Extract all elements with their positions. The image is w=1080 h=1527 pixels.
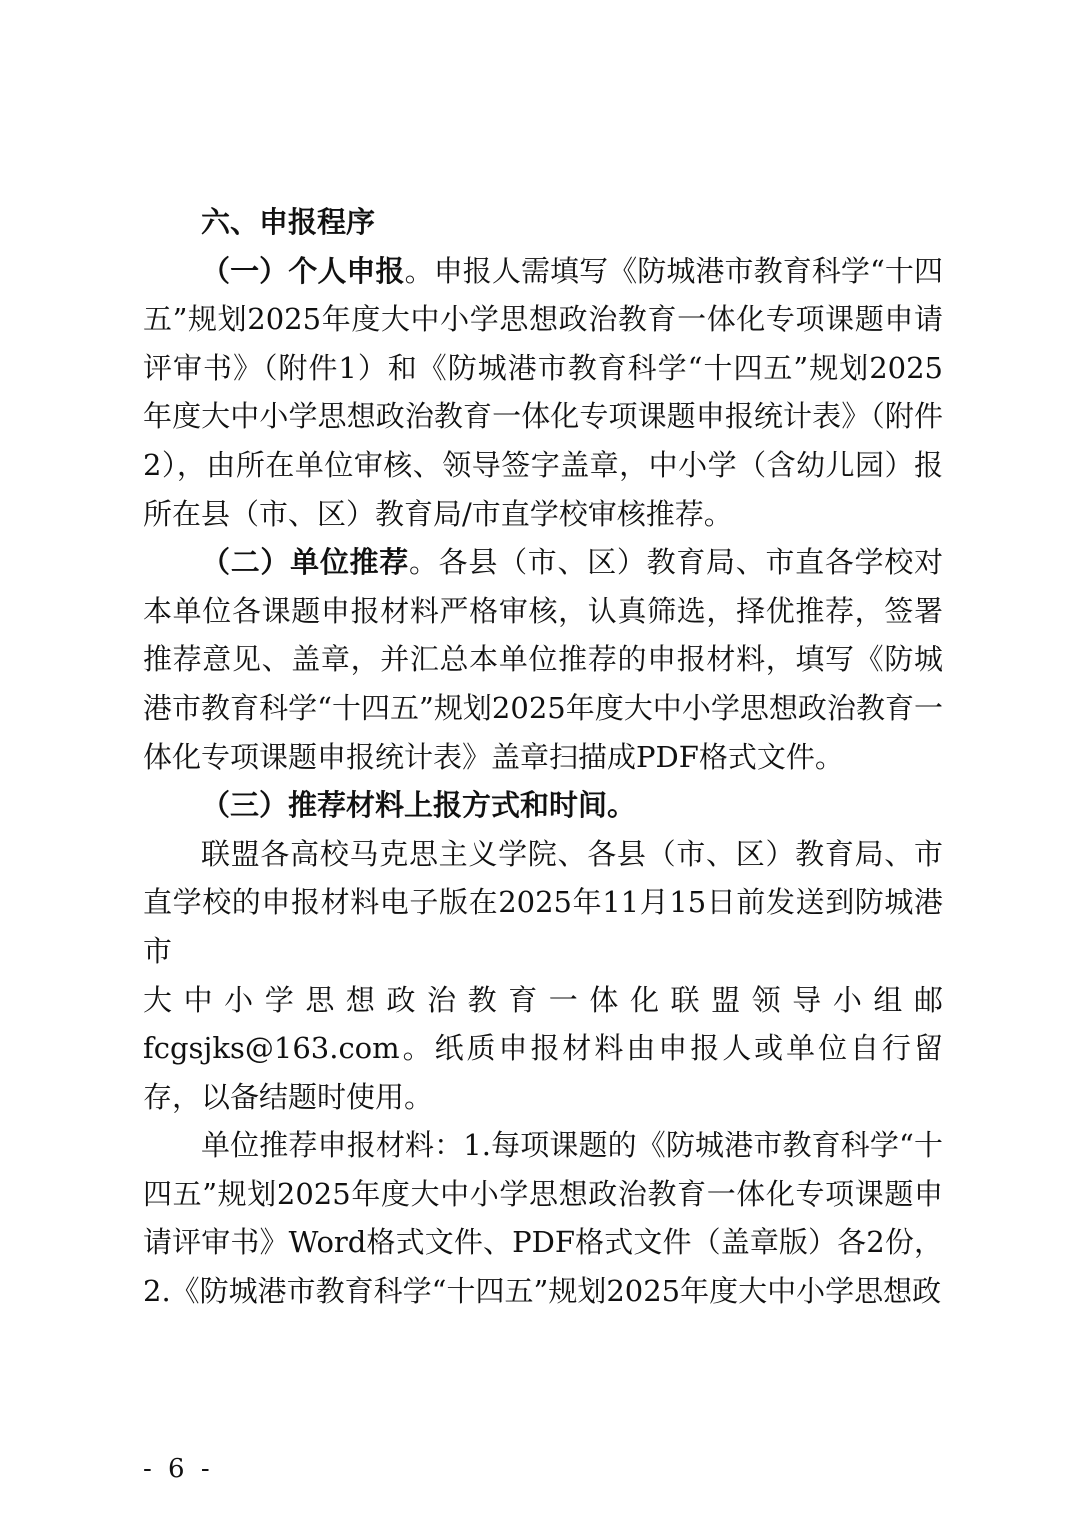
paragraph-lead-personal: （一）个人申报 [201, 253, 405, 288]
paragraph-unit-recommendation [143, 538, 943, 781]
section-heading: 六、申报程序 [201, 205, 376, 239]
paragraph-materials: 单位推荐申报材料：1.每项课题的《防城港市教育科学“十四五”规划2025年度大中小学思想政治教育一体化专项课题申请评审书》Word格式文件、PDF格式文件（盖章版）各2份，2.《防城港市教育科学“十四五”规划2025年度大中小学思想政 [143, 1128, 943, 1309]
paragraph-submission [143, 830, 943, 976]
submission-line-1: 联盟各高校马克思主义学院、各县（市、区）教育局、市直学校的申报材料电子版在2025年11月15日前发送到防城港市 [143, 836, 943, 968]
paragraph-lead-unit: （二）单位推荐 [201, 545, 409, 580]
page-number: - 6 - [143, 1454, 214, 1484]
submission-line-3: fcgsjks@163.com。纸质申报材料由申报人或单位自行留存，以备结题时使用。 [143, 1031, 943, 1114]
paragraph-submission-heading [143, 781, 943, 830]
paragraph-lead-submission: （三）推荐材料上报方式和时间。 [201, 788, 637, 823]
submission-line-2: 大中小学思想政治教育一体化联盟领导小组邮 [143, 982, 943, 1017]
document-body [143, 198, 943, 1316]
paragraph-personal-application [143, 247, 943, 539]
submission-line-spread [143, 976, 943, 1025]
submission-line-email [143, 1024, 943, 1121]
paragraph-text-personal: 。申报人需填写《防城港市教育科学“十四五”规划2025年度大中小学思想政治教育一体化专项课题申请评审书》（附件1）和《防城港市教育科学“十四五”规划2025年度大中小学思想政治教育一体化专项课题申报统计表》（附件2），由所在单位审核、领导签字盖章，中小学（含幼儿园）报所在县（市、区）教育局/市直学校审核推荐。 [143, 253, 943, 531]
paragraph-text-unit: 。各县（市、区）教育局、市直各学校对本单位各课题申报材料严格审核，认真筛选，择优推荐，签署推荐意见、盖章，并汇总本单位推荐的申报材料，填写《防城港市教育科学“十四五”规划2025年度大中小学思想政治教育一体化专项课题申报统计表》盖章扫描成PDF格式文件。 [143, 545, 943, 774]
